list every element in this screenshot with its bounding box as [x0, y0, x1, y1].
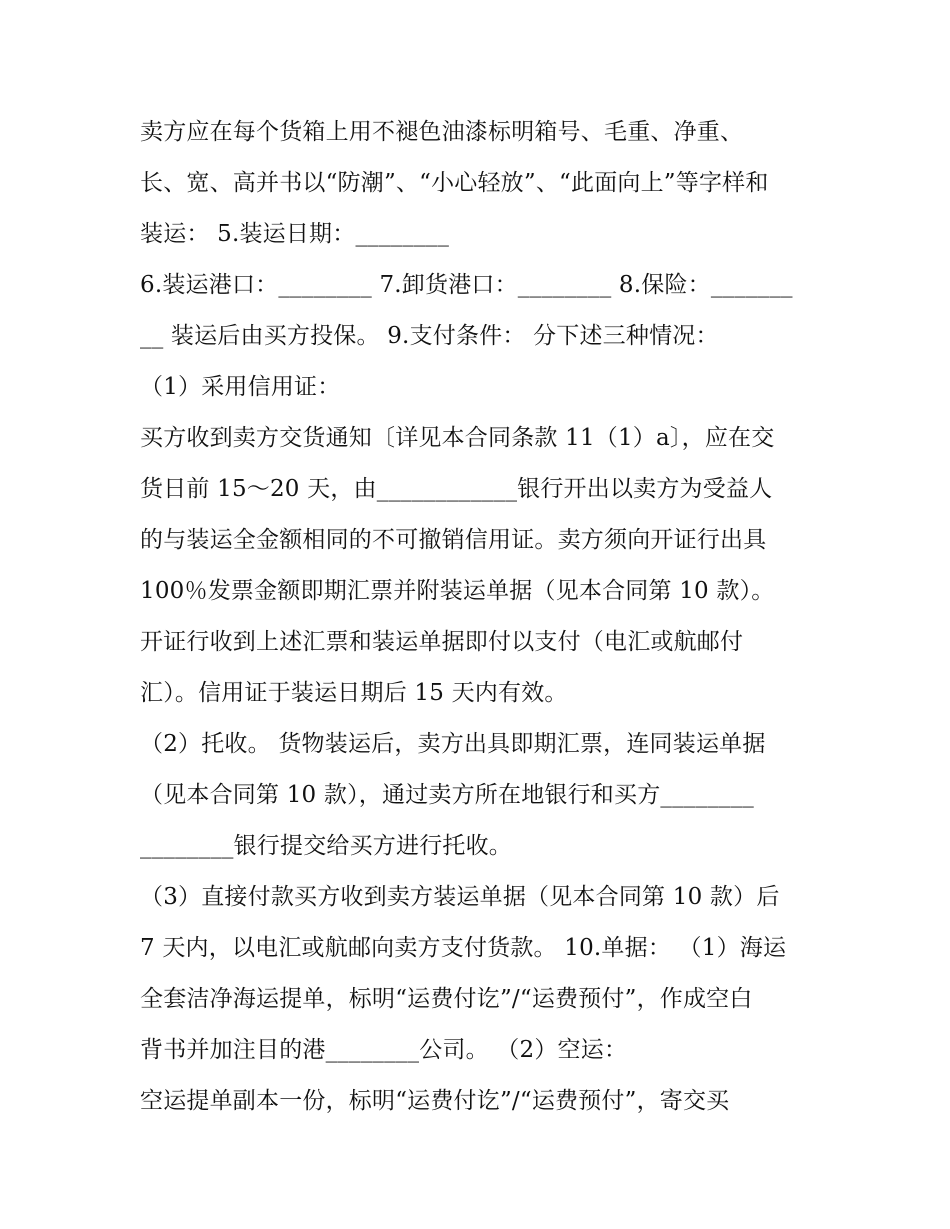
contract-text-body [140, 107, 820, 1127]
text-line: 6.装运港口：________ 7.卸货港口：________ 8.保险：_______ [140, 272, 793, 298]
text-line: （1）采用信用证： [140, 374, 341, 400]
text-line: 空运提单副本一份，标明“运费付讫”/“运费预付”，寄交买 [140, 1088, 730, 1114]
text-line: 买方收到卖方交货通知〔详见本合同条款 11（1）a〕，应在交 [140, 425, 775, 451]
text-line: （2）托收。 货物装运后，卖方出具即期汇票，连同装运单据 [140, 731, 766, 757]
text-line: 7 天内，以电汇或航邮向卖方支付货款。 10.单据： （1）海运 [140, 935, 787, 961]
text-line: （见本合同第 10 款），通过卖方所在地银行和买方________ [140, 782, 754, 808]
text-line: ________银行提交给买方进行托收。 [140, 833, 512, 859]
text-line: （3）直接付款买方收到卖方装运单据（见本合同第 10 款）后 [140, 884, 780, 910]
text-line: 背书并加注目的港________公司。 （2）空运： [140, 1037, 628, 1063]
text-line: 装运： 5.装运日期：________ [140, 221, 450, 247]
text-line: 的与装运全金额相同的不可撤销信用证。卖方须向开证行出具 [140, 527, 767, 553]
text-line: 开证行收到上述汇票和装运单据即付以支付（电汇或航邮付 [140, 629, 744, 655]
text-line: 汇）。信用证于装运日期后 15 天内有效。 [140, 680, 568, 706]
text-line: 卖方应在每个货箱上用不褪色油漆标明箱号、毛重、净重、 [140, 119, 744, 145]
text-line: 货日前 15～20 天，由____________银行开出以卖方为受益人 [140, 476, 773, 502]
text-line: 全套洁净海运提单，标明“运费付讫”/“运费预付”，作成空白 [140, 986, 753, 1012]
text-line: __ 装运后由买方投保。 9.支付条件： 分下述三种情况： [140, 323, 719, 349]
text-line: 长、宽、高并书以“防潮”、“小心轻放”、“此面向上”等字样和 [140, 170, 769, 196]
text-line: 100％发票金额即期汇票并附装运单据（见本合同第 10 款）。 [140, 578, 775, 604]
